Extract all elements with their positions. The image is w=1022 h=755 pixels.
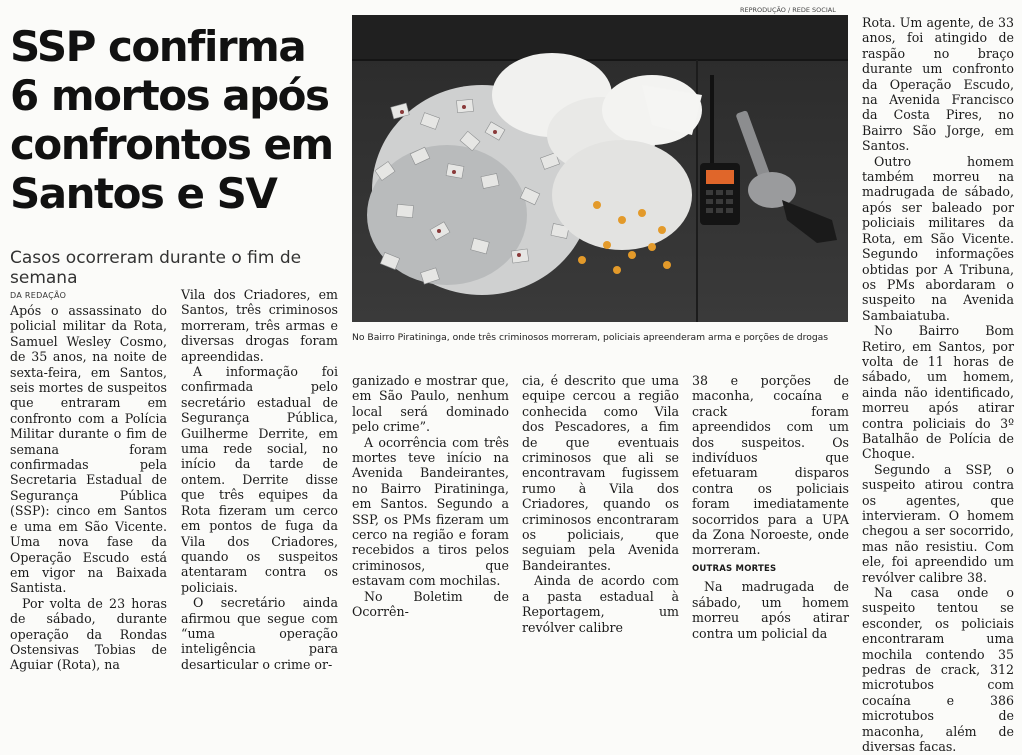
- subheadline: Casos ocorreram durante o fim de semana: [10, 248, 302, 288]
- photo-caption: No Bairro Piratininga, onde três criminosos morreram, policiais apreenderam arma e porções de drogas: [352, 332, 829, 343]
- paragraph: Na madrugada de sábado, um homem morreu após atirar contra um policial da: [692, 579, 849, 641]
- headline-line: Santos e SV: [10, 169, 277, 218]
- headline-line: SSP confirma: [10, 22, 306, 71]
- article-column-4: [522, 373, 679, 635]
- paragraph: O secretário ainda afirmou que segue com “uma operação inteligência para desarticular o crime or-: [181, 595, 338, 672]
- paragraph: 38 e porções de maconha, cocaína e crack foram apreendidos com um dos suspeitos. Os indivíduos que efetuaram disparos contra os policiais foram imediatamente socorridos para a UPA da Zona Noroeste, onde morreram.: [692, 373, 849, 558]
- news-photo: [352, 15, 848, 322]
- paragraph: A informação foi confirmada pelo secretário estadual de Segurança Pública, Guilherme Derrite, em uma rede social, no início da tarde de ontem. Derrite disse que três equipes da Rota fizeram um cerco em pontos de fuga da Vila dos Criadores, quando os suspeitos atentaram contra os policiais.: [181, 364, 338, 595]
- seized-items-illustration: [352, 15, 848, 322]
- section-heading: OUTRAS MORTES: [692, 563, 777, 574]
- article-column-5: [692, 373, 849, 641]
- article-column-2: [181, 287, 338, 672]
- article-column-1: [10, 303, 167, 673]
- paragraph: Na casa onde o suspeito tentou se esconder, os policiais encontraram uma mochila contendo 35 pedras de crack, 312 microtubos com cocaína e 386 microtubos de maconha, além de diversas facas.: [862, 585, 1014, 755]
- photo-credit: REPRODUÇÃO / REDE SOCIAL: [740, 6, 836, 14]
- paragraph: Segundo a SSP, o suspeito atirou contra os agentes, que intervieram. O homem chegou a ser socorrido, mas não resistiu. Com ele, foi apreendido um revólver calibre 38.: [862, 461, 1014, 585]
- headline: [10, 22, 340, 218]
- article-column-6: [862, 15, 1014, 755]
- paragraph: ganizado e mostrar que, em São Paulo, nenhum local será dominado pelo crime”.: [352, 373, 509, 435]
- byline: DA REDAÇÃO: [10, 291, 67, 300]
- paragraph: Após o assassinato do policial militar da Rota, Samuel Wesley Cosmo, de 35 anos, na noite de sexta-feira, em Santos, seis mortes de suspeitos que entraram em confronto com a Polícia Militar durante o fim de semana foram confirmadas pela Secretaria Estadual de Segurança Pública (SSP): cinco em Santos e uma em São Vicente. Uma nova fase da Operação Escudo está em vigor na Baixada Santista.: [10, 303, 167, 596]
- paragraph: Por volta de 23 horas de sábado, durante operação da Rondas Ostensivas Tobias de Aguiar (Rota), na: [10, 595, 167, 673]
- headline-line: 6 mortos após: [10, 71, 329, 120]
- paragraph: Rota. Um agente, de 33 anos, foi atingido de raspão no braço durante um confronto da Operação Escudo, na Avenida Francisco da Costa Pires, no Bairro São Jorge, em Santos.: [862, 15, 1014, 154]
- headline-line: confrontos em: [10, 120, 333, 169]
- paragraph: cia, é descrito que uma equipe cercou a região conhecida como Vila dos Pescadores, a fim de que eventuais criminosos que ali se encontravam fugissem rumo à Vila dos Criadores, quando os criminosos encontraram os policiais, que seguiam pela Avenida Bandeirantes.: [522, 373, 679, 573]
- article-column-3: [352, 373, 509, 620]
- paragraph: Ainda de acordo com a pasta estadual à Reportagem, um revólver calibre: [522, 573, 679, 635]
- paragraph: A ocorrência com três mortes teve início na Avenida Bandeirantes, no Bairro Piratininga, em Santos. Segundo a SSP, os PMs fizeram um cerco na região e foram recebidos a tiros pelos criminosos, que estavam com mochilas.: [352, 434, 509, 589]
- paragraph: No Boletim de Ocorrên-: [352, 588, 509, 620]
- sofa-backrest: [352, 15, 848, 60]
- paragraph: Vila dos Criadores, em Santos, três criminosos morreram, três armas e diversas drogas foram apreendidas.: [181, 287, 338, 364]
- paragraph: Outro homem também morreu na madrugada de sábado, após ser baleado por policiais militares da Rota, em São Vicente. Segundo informações obtidas por A Tribuna, os PMs abordaram o suspeito na Avenida Sambaiatuba.: [862, 153, 1014, 323]
- paragraph: No Bairro Bom Retiro, em Santos, por volta de 11 horas de sábado, um homem, ainda não identificado, morreu após atirar contra policiais do 3º Batalhão de Polícia de Choque.: [862, 323, 1014, 462]
